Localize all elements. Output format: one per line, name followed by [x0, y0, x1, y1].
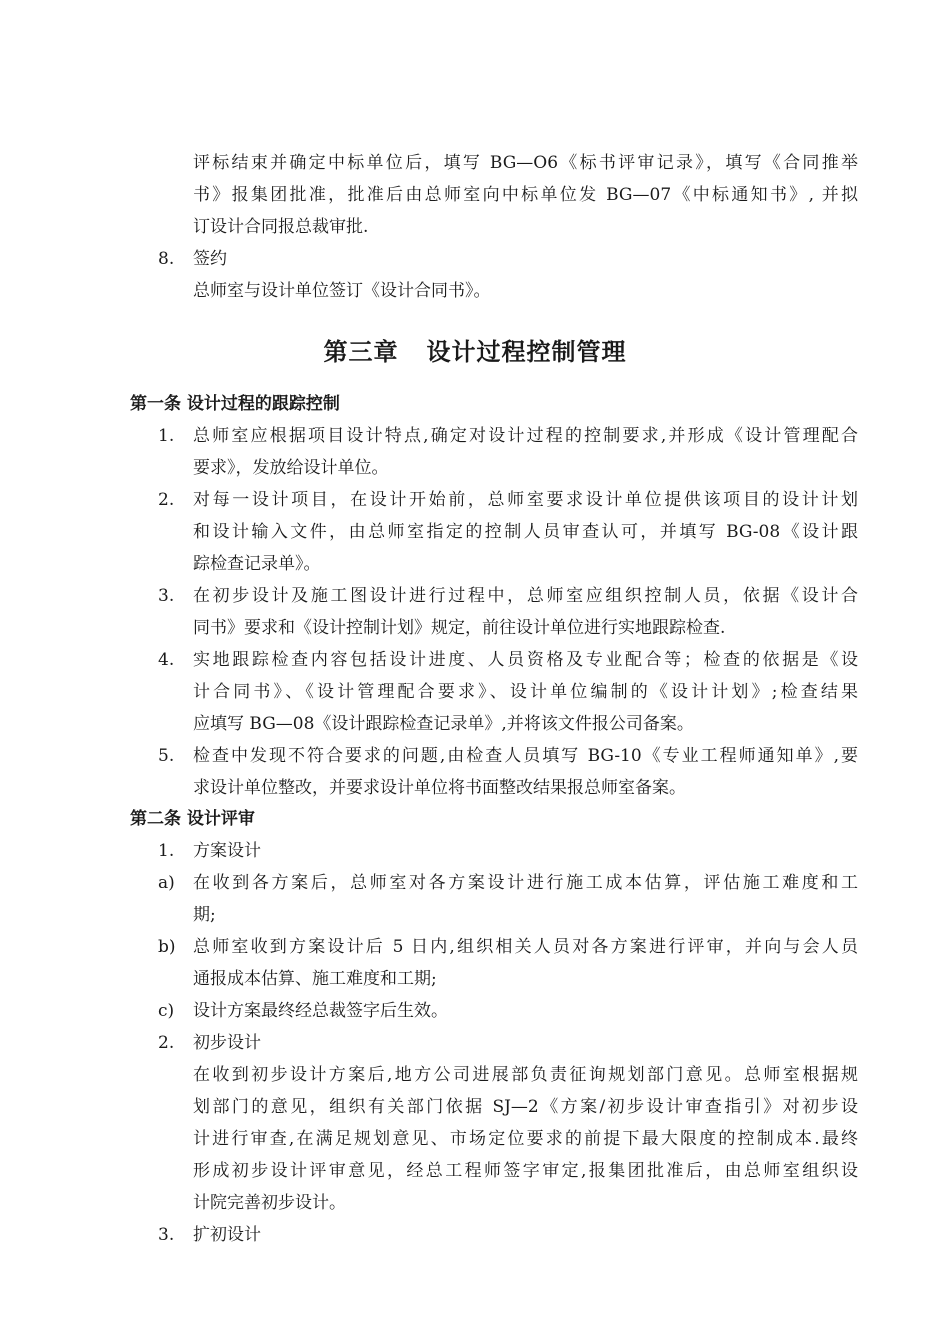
list-item-line: 踪检查记录单》。	[193, 554, 321, 574]
list-letter: b)	[158, 937, 176, 957]
list-item-title: 扩初设计	[193, 1225, 261, 1245]
list-number: 3.	[158, 1225, 175, 1245]
list-letter: c)	[158, 1001, 175, 1021]
list-item-line: 应填写 BG—08《设计跟踪检查记录单》,并将该文件报公司备案。	[193, 714, 694, 734]
article-heading: 第一条 设计过程的跟踪控制	[130, 394, 340, 414]
list-item-line: 检查中发现不符合要求的问题,由检查人员填写 BG-10《专业工程师通知单》,要	[193, 746, 858, 766]
list-item-title: 方案设计	[193, 841, 261, 861]
list-item-line: 计合同书》、《设计管理配合要求》、设计单位编制的《设计计划》;检查结果	[193, 682, 858, 702]
list-item-line: 通报成本估算、施工难度和工期;	[193, 969, 437, 989]
list-item-line: 在初步设计及施工图设计进行过程中，总师室应组织控制人员，依据《设计合	[193, 586, 858, 606]
list-item-line: 对每一设计项目，在设计开始前，总师室要求设计单位提供该项目的设计计划	[193, 490, 858, 510]
list-item-line: 期;	[193, 905, 216, 925]
list-number: 1.	[158, 841, 175, 861]
list-item-line: 设计方案最终经总裁签字后生效。	[193, 1001, 448, 1021]
list-item-line: 要求》，发放给设计单位。	[193, 458, 389, 478]
list-item-line: 总师室应根据项目设计特点,确定对设计过程的控制要求,并形成《设计管理配合	[193, 426, 858, 446]
chapter-title: 第三章 设计过程控制管理	[323, 338, 627, 366]
list-number: 1.	[158, 426, 175, 446]
paragraph-line: 在收到初步设计方案后,地方公司进展部负责征询规划部门意见。总师室根据规	[193, 1065, 858, 1085]
article-heading: 第二条 设计评审	[130, 809, 255, 829]
list-number: 2.	[158, 1033, 175, 1053]
list-item-line: 在收到各方案后，总师室对各方案设计进行施工成本估算，评估施工难度和工	[193, 873, 858, 893]
paragraph-line: 计院完善初步设计。	[193, 1193, 346, 1213]
list-number: 5.	[158, 746, 175, 766]
paragraph-line: 订设计合同报总裁审批.	[193, 217, 369, 237]
list-item-line: 总师室收到方案设计后 5 日内,组织相关人员对各方案进行评审，并向与会人员	[193, 937, 858, 957]
list-number: 8.	[158, 249, 175, 269]
list-item-title: 初步设计	[193, 1033, 261, 1053]
paragraph-line: 总师室与设计单位签订《设计合同书》。	[193, 281, 491, 301]
paragraph-line: 评标结束并确定中标单位后，填写 BG—O6《标书评审记录》，填写《合同推举	[193, 153, 858, 173]
list-number: 3.	[158, 586, 175, 606]
list-item-title: 签约	[193, 249, 227, 269]
list-item-line: 和设计输入文件，由总师室指定的控制人员审查认可，并填写 BG-08《设计跟	[193, 522, 858, 542]
list-item-line: 求设计单位整改，并要求设计单位将书面整改结果报总师室备案。	[193, 778, 686, 798]
list-number: 4.	[158, 650, 175, 670]
list-item-line: 实地跟踪检查内容包括设计进度、人员资格及专业配合等；检查的依据是《设	[193, 650, 858, 670]
paragraph-line: 计进行审查,在满足规划意见、市场定位要求的前提下最大限度的控制成本.最终	[193, 1129, 858, 1149]
paragraph-line: 书》报集团批准，批准后由总师室向中标单位发 BG—07《中标通知书》, 并拟	[193, 185, 858, 205]
paragraph-line: 划部门的意见，组织有关部门依据 SJ—2《方案/初步设计审查指引》对初步设	[193, 1097, 858, 1117]
list-item-line: 同书》要求和《设计控制计划》规定，前往设计单位进行实地跟踪检查.	[193, 618, 726, 638]
list-letter: a)	[158, 873, 175, 893]
paragraph-line: 形成初步设计评审意见，经总工程师签字审定,报集团批准后，由总师室组织设	[193, 1161, 858, 1181]
list-number: 2.	[158, 490, 175, 510]
